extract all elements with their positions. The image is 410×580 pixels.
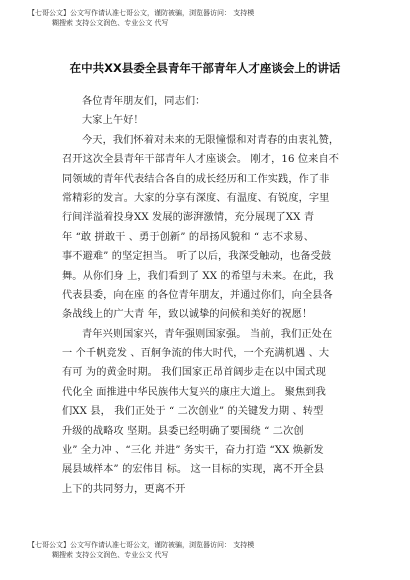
body-line: 青年兴则国家兴，青年强则国家强。 当前，我们正处在 xyxy=(82,328,333,340)
body-line: 条战线上的广大青 年，致以诚挚的问候和美好的祝愿！ xyxy=(62,309,313,321)
document-title: 在中共XX县委全县青年干部青年人才座谈会上的讲话 xyxy=(69,61,341,75)
body-line: 升级的战略攻 坚期。县委已经明确了要围绕 “ 二次创 xyxy=(62,425,304,437)
body-line: 今天，我们怀着对未来的无限憧憬和对青春的由衷礼赞， xyxy=(82,134,340,146)
footer-banner xyxy=(28,540,388,560)
body-line: 召开这次全县青年干部青年人才座谈会。 刚才，16 位来自不 xyxy=(62,154,340,166)
body-line: 年 “敢 拼敢干 、勇于创新” 的昂扬风貌和 “ 志不求易、 xyxy=(62,231,314,243)
body-line: 同领域的青年代表结合各自的成长经历和工作实践，作了非 xyxy=(62,173,330,185)
body-line: 大家上午好！ xyxy=(82,115,144,127)
footer-line-1: 【七哥公文】公文写作请认准七哥公文，谨防被骗，浏览器访问： 支持模 xyxy=(28,541,255,549)
header-banner xyxy=(28,8,388,28)
body-line: 展县域样本” 的宏伟目 标。 这一目标的实现，离不开全县 xyxy=(62,464,325,476)
body-line: 上下的共同努力，更离不开 xyxy=(62,483,186,495)
body-line: 业” 全力冲 、“三化 并进” 务实干，奋力打造 “XX 焕新发 xyxy=(62,445,324,457)
body-line: 行间洋溢着投身XX 发展的澎湃激情，充分展现了XX 青 xyxy=(62,212,315,224)
body-line: 一 个千帆竞发 、百舸争流的伟大时代，一个充满机遇 、大 xyxy=(62,348,330,360)
body-line: 代化全 面推进中华民族伟大复兴的康庄大道上。 聚焦到我 xyxy=(62,386,326,398)
document-body xyxy=(62,92,362,499)
header-line-1: 【七哥公文】公文写作请认准七哥公文，谨防被骗，浏览器访问： 支持模 xyxy=(28,9,255,17)
body-line: 有可 为的黄金时期。 我们国家正昂首阔步走在以中国式现 xyxy=(62,367,326,379)
body-line: 事不避难” 的坚定担当。 听了以后，我深受触动，也备受鼓 xyxy=(62,251,332,263)
footer-line-2: 糊搜索 支持公文润色、专业公文 代写 xyxy=(52,551,169,559)
body-line: 各位青年朋友们，同志们： xyxy=(82,96,206,107)
header-line-2: 糊搜索 支持公文润色、专业公文 代写 xyxy=(52,19,169,27)
body-line: 舞。从你们身 上，我们看到了 XX 的希望与未来。在此，我 xyxy=(62,270,334,282)
body-line: 代表县委，向在座 的各位青年朋友，并通过你们，向全县各 xyxy=(62,289,333,301)
body-line: 常精彩的发言。大家的分享有深度、有温度、有锐度，字里 xyxy=(62,192,330,204)
body-line: 们XX 县， 我们正处于 “ 二次创业” 的关键发力期 、转型 xyxy=(62,406,324,418)
